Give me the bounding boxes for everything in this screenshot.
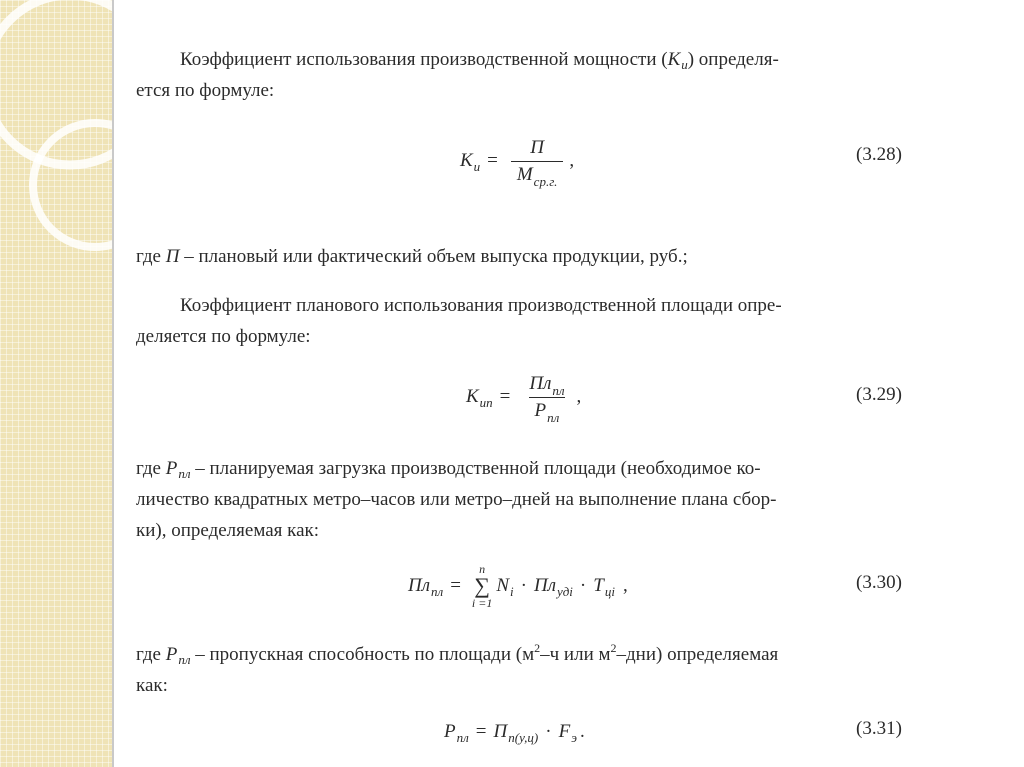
paragraph-where-p bbox=[136, 241, 688, 272]
formula-punctuation: , bbox=[569, 150, 575, 171]
formula-lhs: К bbox=[460, 150, 473, 171]
paragraph-planned-load-line3 bbox=[136, 515, 319, 546]
multiply-dot: · bbox=[545, 721, 552, 742]
paragraph-area-coefficient-line2 bbox=[136, 321, 311, 352]
term-subscript: п(у,ц) bbox=[508, 730, 539, 745]
term-n: N bbox=[496, 575, 510, 596]
paragraph-text: – пропускная способность по площади (м bbox=[190, 644, 535, 665]
superscript: 2 bbox=[610, 641, 617, 655]
paragraph-text: Коэффициент использования производственной мощности ( bbox=[180, 49, 668, 70]
equation-number: (3.29) bbox=[856, 384, 902, 405]
formula-punctuation: , bbox=[576, 386, 582, 407]
paragraph-area-coefficient bbox=[180, 290, 782, 321]
paragraph-text: как: bbox=[136, 675, 168, 696]
symbol-r: Р bbox=[165, 458, 178, 479]
symbol-subscript: и bbox=[681, 57, 688, 72]
formula-lhs-subscript: и bbox=[473, 159, 481, 174]
term-subscript: цi bbox=[604, 584, 615, 599]
equation-number: (3.30) bbox=[856, 572, 902, 593]
paragraph-planned-load bbox=[136, 453, 761, 485]
equals-sign: = bbox=[475, 721, 487, 742]
equals-sign: = bbox=[450, 575, 461, 596]
fraction bbox=[523, 372, 570, 425]
term-t: Т bbox=[593, 575, 604, 596]
paragraph-text: –дни) определяемая bbox=[616, 644, 779, 665]
equation-number: (3.31) bbox=[856, 718, 902, 739]
summation bbox=[472, 563, 492, 609]
multiply-dot: · bbox=[520, 575, 527, 596]
summation-sign: ∑ bbox=[474, 573, 490, 598]
denominator-subscript: ср.г. bbox=[533, 173, 558, 189]
paragraph-text: деляется по формуле: bbox=[136, 326, 311, 347]
symbol-subscript: пл bbox=[178, 466, 191, 481]
paragraph-text: ) определя- bbox=[687, 49, 779, 70]
paragraph-text: – планируемая загрузка производственной площади (необходимое ко- bbox=[190, 458, 761, 479]
paragraph-text: личество квадратных метро–часов или метро–дней на выполнение плана сбор- bbox=[136, 489, 777, 510]
equals-sign: = bbox=[499, 386, 511, 407]
fraction-denominator bbox=[511, 161, 564, 189]
formula-lhs-subscript: пл bbox=[431, 584, 444, 599]
term-subscript: удi bbox=[557, 584, 573, 599]
paragraph-text: где bbox=[136, 246, 166, 267]
formula-lhs: К bbox=[466, 386, 479, 407]
formula-lhs: Пл bbox=[408, 575, 431, 596]
superscript: 2 bbox=[534, 641, 541, 655]
paragraph-text: ется по формуле: bbox=[136, 80, 275, 101]
paragraph-capacity-coefficient-line2 bbox=[136, 75, 274, 106]
formula-lhs-subscript: пл bbox=[456, 730, 469, 745]
formula-lhs-subscript: ип bbox=[479, 395, 493, 410]
term-subscript: э bbox=[571, 730, 577, 745]
paragraph-text: –ч или м bbox=[540, 644, 611, 665]
summation-upper-limit: n bbox=[479, 562, 486, 576]
formula-punctuation: . bbox=[579, 721, 585, 742]
denominator-symbol: М bbox=[516, 163, 533, 185]
paragraph-capacity-coefficient bbox=[180, 44, 928, 76]
symbol-subscript: пл bbox=[178, 652, 191, 667]
symbol-r: Р bbox=[165, 644, 178, 665]
paragraph-throughput-line2 bbox=[136, 670, 168, 701]
decorative-side-panel bbox=[0, 0, 112, 767]
paragraph-text: где bbox=[136, 458, 166, 479]
fraction-denominator bbox=[529, 397, 566, 425]
paragraph-text: Коэффициент планового использования производственной площади опре- bbox=[180, 295, 782, 316]
symbol-p: П bbox=[165, 246, 180, 267]
fraction-numerator: П bbox=[530, 136, 544, 158]
formula-3-29 bbox=[466, 362, 581, 432]
denominator-symbol: Р bbox=[534, 399, 547, 421]
paragraph-text: где bbox=[136, 644, 166, 665]
summation-lower-limit: i =1 bbox=[471, 596, 493, 610]
denominator-subscript: пл bbox=[547, 409, 560, 425]
term-f: F bbox=[558, 721, 571, 742]
symbol-k: К bbox=[667, 49, 681, 70]
multiply-dot: · bbox=[579, 575, 587, 596]
decorative-rings-graphic bbox=[0, 0, 112, 767]
numerator-symbol: Пл bbox=[529, 372, 552, 394]
formula-punctuation: , bbox=[622, 575, 628, 596]
document-page bbox=[114, 0, 1024, 767]
formula-3-30 bbox=[408, 554, 628, 618]
paragraph-planned-load-line2 bbox=[136, 484, 777, 515]
equals-sign: = bbox=[487, 150, 498, 171]
paragraph-throughput bbox=[136, 639, 778, 672]
fraction-numerator bbox=[523, 373, 570, 397]
term-p: П bbox=[493, 721, 508, 742]
paragraph-text: – плановый или фактический объем выпуска продукции, руб.; bbox=[179, 246, 688, 267]
equation-number: (3.28) bbox=[856, 144, 902, 165]
formula-3-31 bbox=[444, 712, 585, 752]
fraction bbox=[511, 136, 564, 189]
formula-3-28 bbox=[460, 126, 574, 196]
numerator-subscript: пл bbox=[552, 382, 565, 398]
term-pl: Пл bbox=[533, 575, 556, 596]
paragraph-text: ки), определяемая как: bbox=[136, 520, 320, 541]
term-subscript: i bbox=[510, 584, 514, 599]
formula-lhs: Р bbox=[444, 721, 456, 742]
